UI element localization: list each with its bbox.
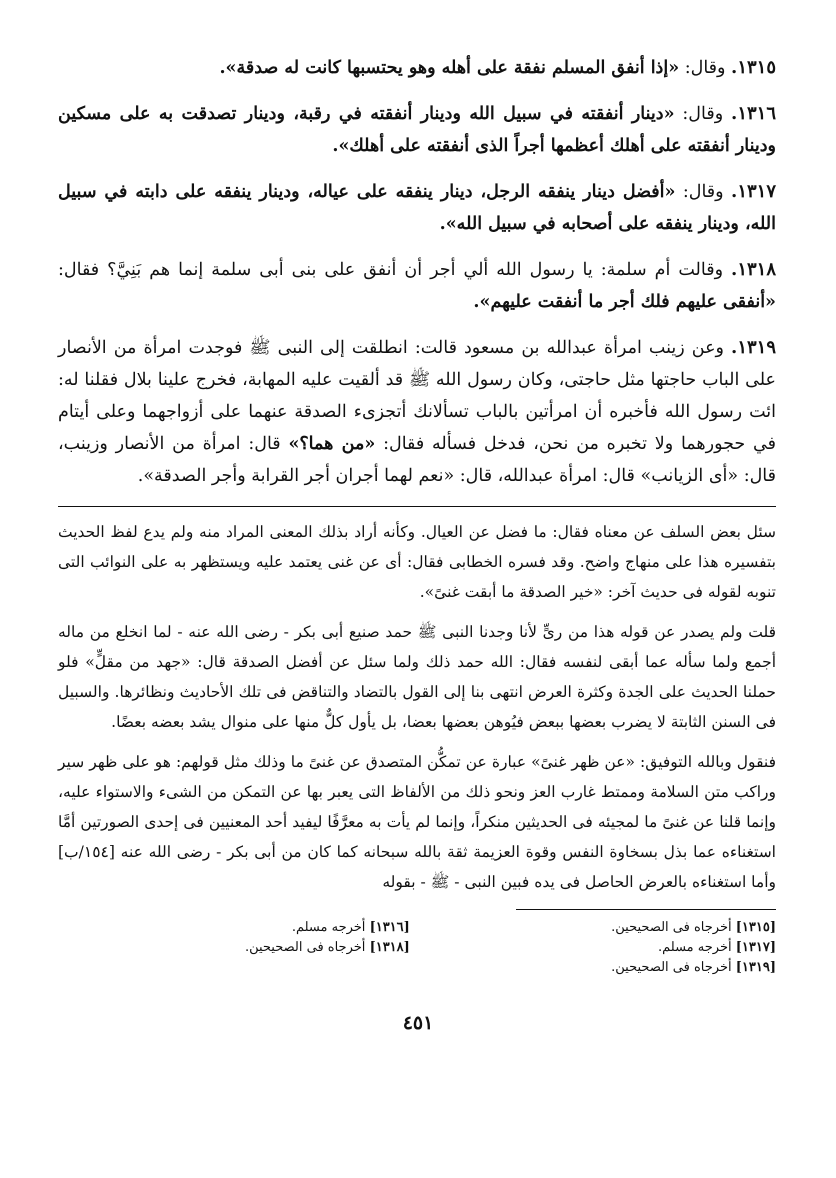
hadith-quote: «أنفقى عليهم فلك أجر ما أنفقت عليهم». xyxy=(473,292,776,312)
footnote-divider xyxy=(516,909,776,910)
footnote xyxy=(58,938,410,958)
footnote xyxy=(424,938,776,958)
hadith-number: ١٣١٦. xyxy=(731,103,776,124)
footnote xyxy=(424,958,776,978)
hadith-1316 xyxy=(58,98,776,162)
footnote-text: أخرجاه فى الصحيحين. xyxy=(611,960,736,975)
hadith-number: ١٣١٩. xyxy=(731,337,776,358)
footnotes-right-column xyxy=(424,918,776,978)
footnote xyxy=(58,918,410,938)
hadith-quote: «إذا أنفق المسلم نفقة على أهله وهو يحتسبها كانت له صدقة». xyxy=(219,58,680,78)
hadith-number: ١٣١٥. xyxy=(731,57,776,78)
commentary-paragraph: سئل بعض السلف عن معناه فقال: ما فضل عن العيال. وكأنه أراد بذلك المعنى المراد منه ولم يدع لفظ الحديث بتفسيره هذا على منهاج واضح. وقد فسره الخطابى فقال: أى عن غنى يعتمد عليه ويستظهر به على النوائب التى تنوبه لقوله فى حديث آخر: «خير الصدقة ما أبقت غنىً». xyxy=(58,523,776,601)
footnote-number: [١٣١٧] xyxy=(735,940,776,955)
footnote-number: [١٣١٦] xyxy=(369,920,410,935)
commentary-paragraph: فنقول وبالله التوفيق: «عن ظهر غنىً» عبارة عن تمكُّن المتصدق عن غنىً ما وذلك مثل قولهم: هو على ظهر سير وراكب متن السلامة وممتط غارب العز ونحو ذلك من الألفاظ التى يعبر بها عن التمكن من الشىء والاستواء عليه، وإنما قلنا عن غنىً ما لمجيئه فى الحديثين منكراً، وإنما لم يأت به معرَّفًا ليفيد أحد المعنيين فى إحدى الصورتين أمَّا استغناءه عما بذل بسخاوة النفس وقوة العزيمة ثقة بالله سبحانه كما كان من أبى بكر - رضى الله عنه [١٥٤/ب] وأما استغناءه بالعرض الحاصل فى يده فبين النبى - ﷺ - بقوله xyxy=(58,753,776,891)
footnote xyxy=(424,918,776,938)
footnote-number: [١٣١٨] xyxy=(369,940,410,955)
commentary-paragraph: قلت ولم يصدر عن قوله هذا من رىٍّ لأنا وجدنا النبى ﷺ حمد صنيع أبى بكر - رضى الله عنه - لما انخلع من ماله أجمع ولما سأله عما أبقى لنفسه فقال: الله حمد ذلك ولما سئل عن أفضل الصدقة قال: «جهد من مقلٍّ» فلو حملنا الحديث على الجدة وكثرة العرض انتهى بنا إلى القول بالتضاد والتناقض فى تلك الأحاديث ونظائرها. والسبيل فى السنن الثابتة لا يضرب بعضها ببعض فيُوهن بعضها بعضا، بل يأول كلٌّ منها على منوال يشد بعضه بعضًا. xyxy=(58,623,776,731)
hadith-tail: قال: امرأة من الأنصار وزينب، قال: «أى الزيانب» قال: امرأة عبدالله، قال: «نعم لهما أجران أجر القرابة وأجر الصدقة». xyxy=(58,434,776,486)
hadith-quote: «دينار أنفقته في سبيل الله ودينار أنفقته في رقبة، ودينار تصدقت به على مسكين ودينار أنفقته على أهلك أعظمها أجراً الذى أنفقته على أهلك». xyxy=(58,104,776,156)
hadith-1317 xyxy=(58,176,776,240)
page-content xyxy=(58,52,776,978)
footnote-number: [١٣١٥] xyxy=(735,920,776,935)
footnotes-left-column xyxy=(58,918,410,978)
hadith-intro: وقال: xyxy=(675,182,732,202)
hadith-intro: وقالت أم سلمة: يا رسول الله ألي أجر أن أنفق على بنى أبى سلمة إنما هم بَنِيَّ؟ فقال: xyxy=(58,260,732,280)
footnote-text: أخرجه مسلم. xyxy=(658,940,736,955)
hadith-intro: وعن زينب امرأة عبدالله بن مسعود قالت: انطلقت إلى النبى ﷺ فوجدت امرأة من الأنصار على الباب حاجتها مثل حاجتى، وكان رسول الله ﷺ قد ألقيت عليه المهابة، فخرج علينا بلال فقلنا له: ائت رسول الله فأخبره أن امرأتين بالباب تسألانك أتجزىء الصدقة عنهما على أزواجهما وعلى أيتام في حجورهما ولا تخبره من نحن، فدخل فسأله فقال: xyxy=(58,338,776,454)
hadith-1315 xyxy=(58,52,776,84)
footnote-text: أخرجاه فى الصحيحين. xyxy=(244,940,370,955)
hadith-number: ١٣١٧. xyxy=(731,181,776,202)
footnotes xyxy=(58,918,776,978)
hadith-intro: وقال: xyxy=(674,104,732,124)
hadith-quote: «من هما؟» xyxy=(288,434,376,454)
commentary xyxy=(58,517,776,897)
hadith-1319 xyxy=(58,332,776,492)
hadith-1318 xyxy=(58,254,776,318)
footnote-text: أخرجاه فى الصحيحين. xyxy=(611,920,736,935)
footnote-number: [١٣١٩] xyxy=(735,960,776,975)
hadith-quote: «أفضل دينار ينفقه الرجل، دينار ينفقه على عياله، ودينار ينفقه على دابته في سبيل الله، ودينار ينفقه على أصحابه في سبيل الله». xyxy=(58,182,776,234)
footnote-text: أخرجه مسلم. xyxy=(291,920,370,935)
page-number: ٤٥١ xyxy=(402,1012,434,1034)
hadith-intro: وقال: xyxy=(679,58,732,78)
hadith-list xyxy=(58,52,776,492)
hadith-number: ١٣١٨. xyxy=(731,259,776,280)
section-divider xyxy=(58,506,776,507)
